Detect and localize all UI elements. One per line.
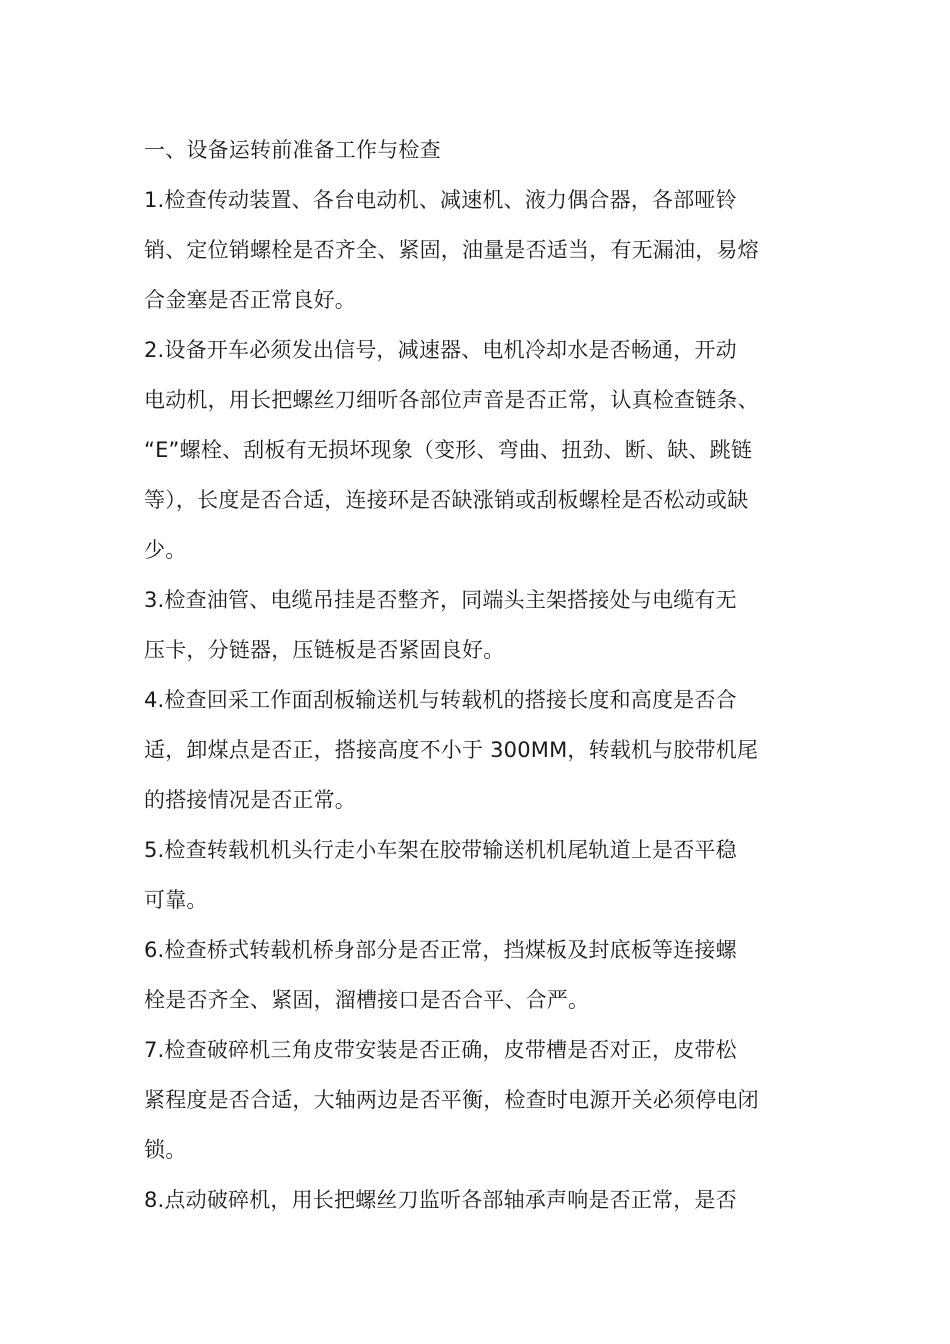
text-line: 等），长度是否合适，连接环是否缺涨销或刮板螺栓是否松动或缺 [144, 488, 749, 512]
text-line: 栓是否齐全、紧固，溜槽接口是否合平、合严。 [144, 988, 590, 1012]
text-line: 电动机，用长把螺丝刀细听各部位声音是否正常，认真检查链条、 [144, 388, 759, 412]
text-line: 紧程度是否合适，大轴两边是否平衡，检查时电源开关必须停电闭 [144, 1088, 759, 1112]
text-line: 锁。 [144, 1138, 187, 1162]
text-line: 的搭接情况是否正常。 [144, 788, 356, 812]
document-body [144, 125, 824, 1225]
text-line: 1.检查传动装置、各台电动机、减速机、液力偶合器，各部哑铃 [144, 188, 737, 212]
text-line: 合金塞是否正常良好。 [144, 288, 356, 312]
text-line: 6.检查桥式转载机桥身部分是否正常，挡煤板及封底板等连接螺 [144, 938, 737, 962]
text-line: “E”螺栓、刮板有无损坏现象（变形、弯曲、扭劲、断、缺、跳链 [144, 438, 753, 462]
text-line: 4.检查回采工作面刮板输送机与转载机的搭接长度和高度是否合 [144, 688, 737, 712]
text-line: 2.设备开车必须发出信号，减速器、电机冷却水是否畅通，开动 [144, 338, 737, 362]
text-line: 压卡，分链器，压链板是否紧固良好。 [144, 638, 505, 662]
text-line: 销、定位销螺栓是否齐全、紧固，油量是否适当，有无漏油，易熔 [144, 238, 759, 262]
text-line: 适，卸煤点是否正，搭接高度不小于 300MM，转载机与胶带机尾 [144, 738, 759, 762]
text-line: 可靠。 [144, 888, 208, 912]
text-line: 3.检查油管、电缆吊挂是否整齐，同端头主架搭接处与电缆有无 [144, 588, 737, 612]
text-line: 8.点动破碎机，用长把螺丝刀监听各部轴承声响是否正常，是否 [144, 1188, 737, 1212]
section-heading: 一、设备运转前准备工作与检查 [144, 138, 441, 162]
text-line: 少。 [144, 538, 187, 562]
text-line: 7.检查破碎机三角皮带安装是否正确，皮带槽是否对正，皮带松 [144, 1038, 737, 1062]
text-line: 5.检查转载机机头行走小车架在胶带输送机机尾轨道上是否平稳 [144, 838, 737, 862]
